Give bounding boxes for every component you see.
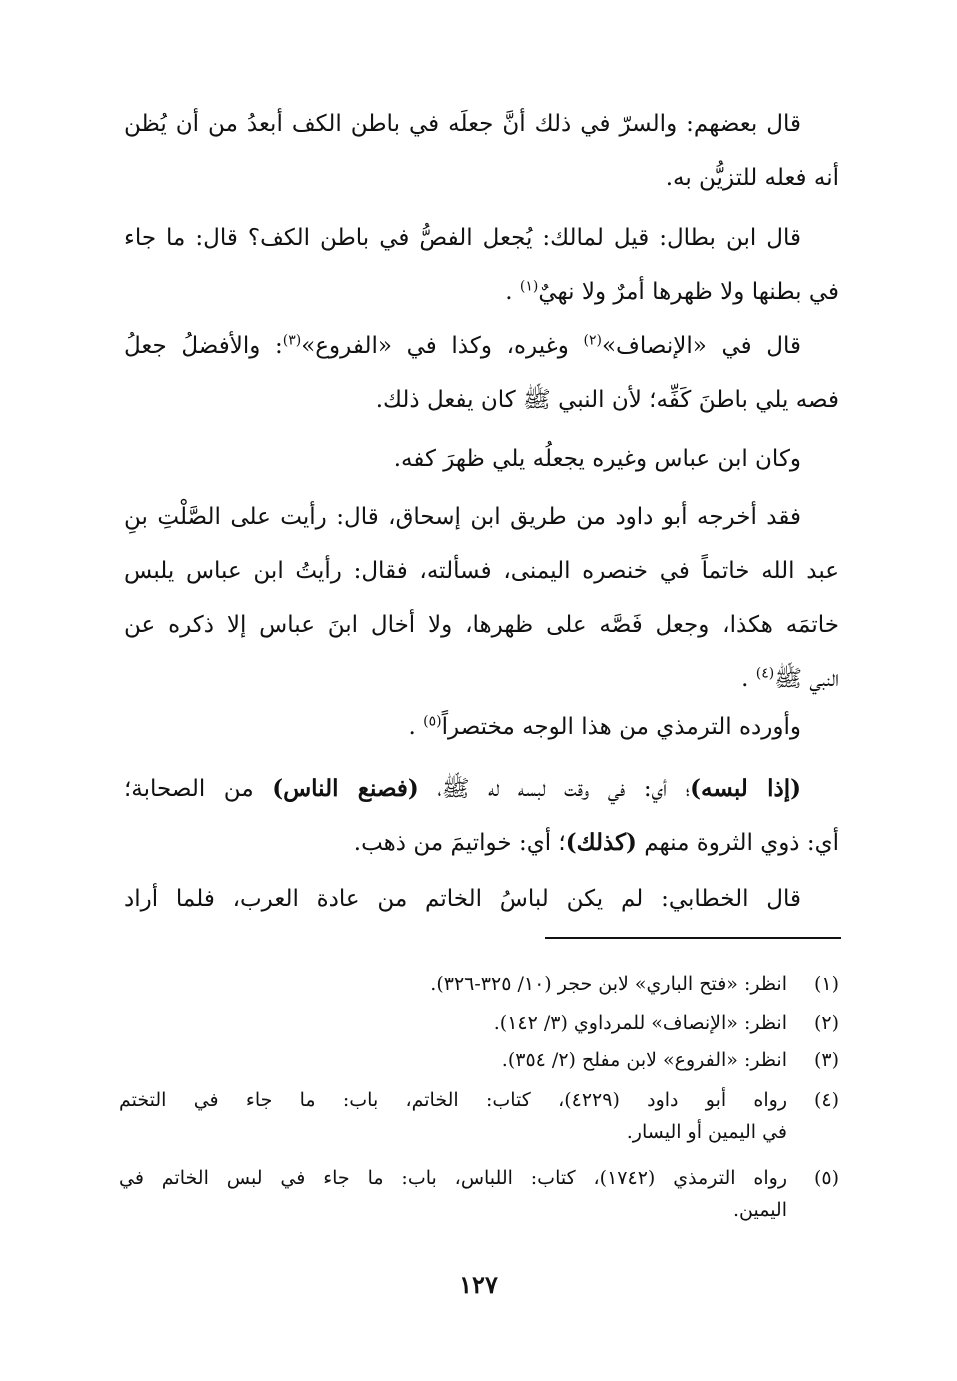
line-text: : والأفضلُ جعلُ bbox=[124, 333, 283, 359]
text-line: وكان ابن عباس وغيره يجعلُه يلي ظهرَ كفه. bbox=[393, 446, 801, 472]
text-line: عبد الله خاتماً في خنصره اليمنى، فسألته، فقال: رأيتُ ابن عباس يلبس bbox=[124, 558, 839, 584]
paragraph-4 bbox=[124, 432, 839, 486]
matn-quote: (فصنع الناس) bbox=[272, 775, 419, 802]
footnote-text: في اليمين أو اليسار. bbox=[626, 1121, 787, 1143]
paragraph-2 bbox=[124, 211, 839, 319]
page-number: ١٢٧ bbox=[459, 1270, 498, 1299]
footnote-number: (٣) bbox=[813, 1049, 839, 1071]
line-text: وغيره، وكذا في «الفروع» bbox=[301, 333, 584, 359]
paragraph-5 bbox=[124, 490, 839, 706]
footnote-text: اليمين. bbox=[732, 1199, 787, 1221]
text-line: فصه يلي باطنَ كَفِّه؛ لأن النبي ﷺ كان يفعل ذلك. bbox=[375, 387, 839, 413]
line-text: . bbox=[408, 714, 416, 740]
paragraph-7 bbox=[124, 762, 839, 870]
line-text: . bbox=[741, 666, 749, 692]
footnote-number: (٥) bbox=[813, 1167, 839, 1189]
text-line: قال ابن بطال: قيل لمالك: يُجعل الفصُّ في باطن الكف؟ قال: ما جاء bbox=[124, 225, 801, 251]
footnote-5 bbox=[119, 1162, 839, 1226]
line-text: من الصحابة؛ bbox=[124, 776, 273, 802]
text-line: قال بعضهم: والسرّ في ذلك أنَّ جعلَه في باطن الكف أبعدُ من أن يُظن bbox=[124, 111, 801, 137]
footnote-text: انظر: «فتح الباري» لابن حجر (١٠/ ٣٢٥-٣٢٦). bbox=[430, 973, 787, 995]
footnote-3 bbox=[119, 1044, 839, 1076]
footnote-number: (٤) bbox=[813, 1089, 839, 1111]
footnote-4 bbox=[119, 1084, 839, 1148]
text-line bbox=[124, 265, 839, 319]
footnote-divider bbox=[545, 937, 841, 939]
line-text: النبي ﷺ bbox=[774, 666, 839, 692]
line-text: ؛ أي: خواتيمَ من ذهب. bbox=[353, 830, 566, 856]
text-line bbox=[124, 762, 839, 816]
footnote-text: انظر: «الإنصاف» للمرداوي (٣/ ١٤٢). bbox=[493, 1012, 787, 1034]
line-text: . bbox=[505, 279, 513, 305]
text-line bbox=[124, 816, 839, 870]
footnote-ref[interactable]: (٤) bbox=[755, 665, 775, 682]
line-text: في بطنها ولا ظهرها أمرٌ ولا نهيٌ bbox=[538, 279, 839, 305]
line-text: ؛ أي: في وقت لبسه له ﷺ، bbox=[418, 776, 691, 802]
paragraph-1 bbox=[124, 97, 839, 205]
paragraph-3 bbox=[124, 319, 839, 427]
text-line: فقد أخرجه أبو داود من طريق ابن إسحاق، قال: رأيت على الصَّلْتِ بنِ bbox=[124, 504, 801, 530]
footnote-number: (١) bbox=[813, 973, 839, 995]
matn-quote: (كذلك) bbox=[565, 829, 637, 856]
line-text: قال في «الإنصاف» bbox=[601, 333, 801, 359]
footnote-1 bbox=[119, 968, 839, 1000]
text-line: قال الخطابي: لم يكن لباسُ الخاتم من عادة العرب، فلما أراد bbox=[124, 886, 801, 912]
footnote-ref[interactable]: (٢) bbox=[583, 332, 602, 349]
paragraph-6 bbox=[124, 700, 839, 754]
text-line bbox=[124, 700, 839, 754]
matn-quote: (إذا لبسه) bbox=[690, 775, 801, 802]
footnote-ref[interactable]: (٥) bbox=[423, 713, 442, 730]
text-line: أنه فعله للتزيُّن به. bbox=[665, 165, 839, 191]
text-line bbox=[124, 319, 839, 373]
footnote-ref[interactable]: (٣) bbox=[282, 332, 302, 349]
footnote-number: (٢) bbox=[813, 1012, 839, 1034]
footnote-ref[interactable]: (١) bbox=[519, 278, 539, 295]
footnote-2 bbox=[119, 1007, 839, 1039]
text-line: خاتمَه هكذا، وجعل فَصَّه على ظهرها، ولا أخال ابنَ عباس إلا ذكره عن bbox=[124, 612, 839, 638]
footnote-text: رواه أبو داود (٤٢٢٩)، كتاب: الخاتم، باب: ما جاء في التختم bbox=[119, 1089, 788, 1111]
paragraph-8 bbox=[124, 872, 839, 926]
footnote-text: رواه الترمذي (١٧٤٢)، كتاب: اللباس، باب: ما جاء في لبس الخاتم في bbox=[119, 1167, 787, 1189]
text-line bbox=[124, 652, 839, 706]
footnote-text: انظر: «الفروع» لابن مفلح (٢/ ٣٥٤). bbox=[501, 1049, 787, 1071]
line-text: أي: ذوي الثروة منهم bbox=[636, 830, 839, 856]
line-text: وأورده الترمذي من هذا الوجه مختصراً bbox=[441, 714, 801, 740]
